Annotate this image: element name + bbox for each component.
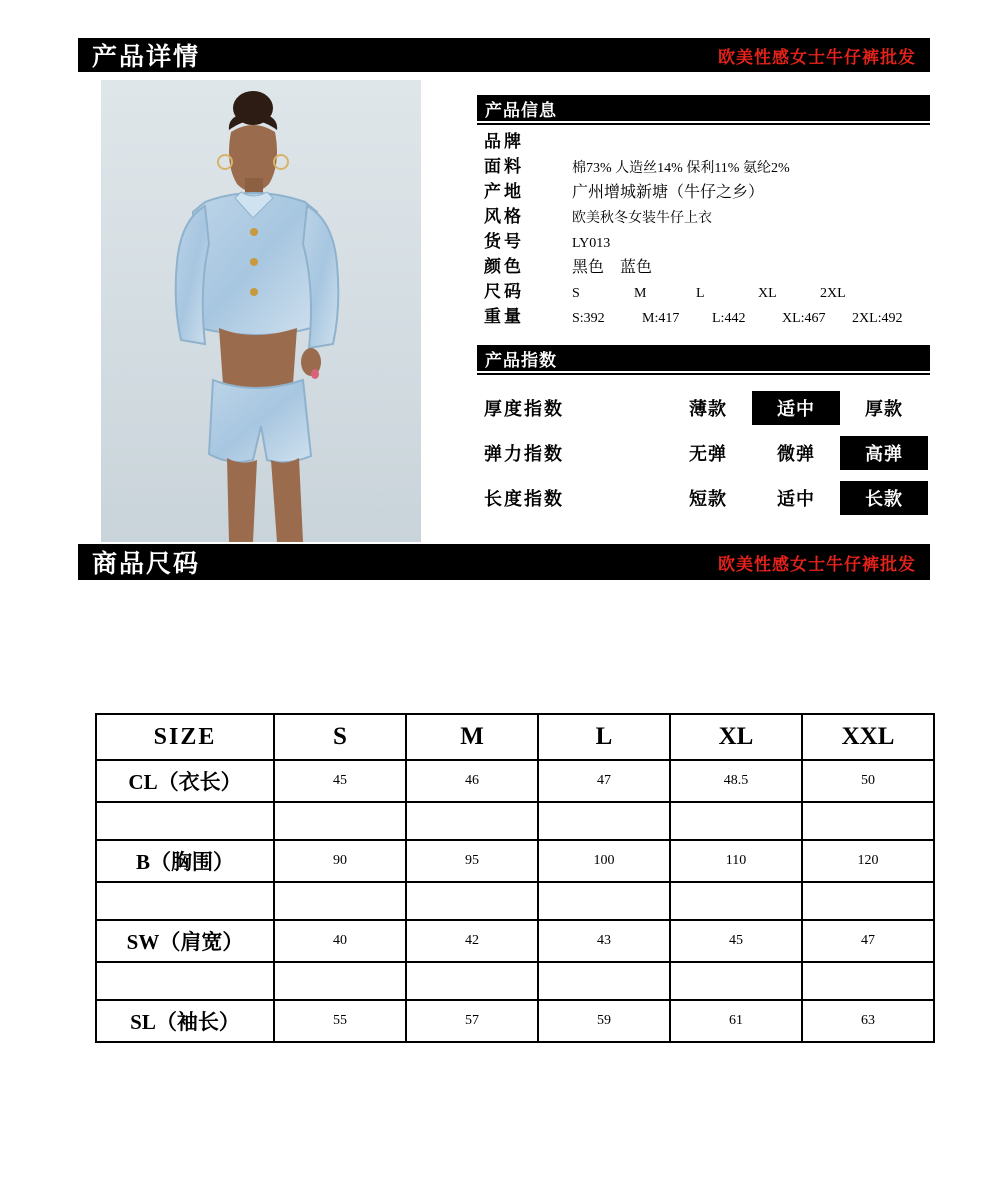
row-label-sl: SL（袖长） bbox=[96, 1000, 274, 1042]
spacer-cell bbox=[802, 962, 934, 1000]
sw-xl: 45 bbox=[670, 920, 802, 962]
spacer-cell bbox=[538, 802, 670, 840]
index-row-length bbox=[484, 475, 930, 520]
spacer-cell bbox=[538, 962, 670, 1000]
table-header-xxl: XXL bbox=[802, 714, 934, 760]
spacer-cell bbox=[274, 962, 406, 1000]
thickness-option-thick[interactable]: 厚款 bbox=[865, 398, 903, 419]
b-xxl: 120 bbox=[802, 840, 934, 882]
product-detail-title: 产品详情 bbox=[92, 44, 201, 71]
info-label-origin: 产地 bbox=[484, 182, 524, 201]
product-info-underline bbox=[477, 123, 930, 125]
info-row-fabric bbox=[484, 152, 934, 177]
table-header-size: SIZE bbox=[96, 714, 274, 760]
sl-xl: 61 bbox=[670, 1000, 802, 1042]
info-label-size: 尺码 bbox=[484, 282, 524, 301]
color-option-0: 黑色 bbox=[572, 259, 605, 276]
size-chart-tagline: 欧美性感女士牛仔裤批发 bbox=[718, 554, 916, 574]
info-row-style bbox=[484, 202, 934, 227]
row-label-b: B（胸围） bbox=[96, 840, 274, 882]
table-header-row bbox=[96, 714, 934, 760]
sw-m: 42 bbox=[406, 920, 538, 962]
spacer-cell bbox=[96, 962, 274, 1000]
spacer-cell bbox=[670, 962, 802, 1000]
size-option-2: L bbox=[696, 286, 705, 301]
info-value-style: 欧美秋冬女装牛仔上衣 bbox=[572, 211, 712, 226]
info-row-itemno bbox=[484, 227, 934, 252]
table-row bbox=[96, 920, 934, 962]
row-label-sw: SW（肩宽） bbox=[96, 920, 274, 962]
weight-option-0: S:392 bbox=[572, 311, 605, 326]
thickness-option-medium[interactable]: 适中 bbox=[752, 391, 840, 425]
elasticity-option-none[interactable]: 无弹 bbox=[689, 443, 727, 464]
size-option-3: XL bbox=[758, 286, 777, 301]
info-label-itemno: 货号 bbox=[484, 232, 524, 251]
spacer-cell bbox=[802, 882, 934, 920]
spacer-cell bbox=[406, 882, 538, 920]
table-header-s: S bbox=[274, 714, 406, 760]
weight-option-3: XL:467 bbox=[782, 311, 826, 326]
length-option-short[interactable]: 短款 bbox=[689, 488, 727, 509]
index-row-elasticity bbox=[484, 430, 930, 475]
spacer-cell bbox=[538, 882, 670, 920]
sl-l: 59 bbox=[538, 1000, 670, 1042]
size-chart-banner bbox=[78, 544, 930, 580]
spacer-cell bbox=[274, 882, 406, 920]
length-option-medium[interactable]: 适中 bbox=[777, 488, 815, 509]
info-label-fabric: 面料 bbox=[484, 157, 524, 176]
info-label-style: 风格 bbox=[484, 207, 524, 226]
size-option-4: 2XL bbox=[820, 286, 846, 301]
sl-s: 55 bbox=[274, 1000, 406, 1042]
product-index-header-label: 产品指数 bbox=[485, 350, 557, 370]
b-l: 100 bbox=[538, 840, 670, 882]
table-row bbox=[96, 1000, 934, 1042]
table-spacer-row bbox=[96, 802, 934, 840]
info-value-fabric: 棉73% 人造丝14% 保利11% 氨纶2% bbox=[572, 161, 790, 176]
weight-option-2: L:442 bbox=[712, 311, 746, 326]
color-option-1: 蓝色 bbox=[620, 259, 653, 276]
sw-s: 40 bbox=[274, 920, 406, 962]
table-row bbox=[96, 760, 934, 802]
spacer-cell bbox=[670, 882, 802, 920]
table-row bbox=[96, 840, 934, 882]
size-option-1: M bbox=[634, 286, 647, 301]
cl-s: 45 bbox=[274, 760, 406, 802]
weight-option-1: M:417 bbox=[642, 311, 680, 326]
product-index-list bbox=[484, 385, 930, 520]
table-header-m: M bbox=[406, 714, 538, 760]
info-label-weight: 重量 bbox=[484, 307, 524, 326]
index-label-elasticity: 弹力指数 bbox=[484, 443, 564, 464]
spacer-cell bbox=[406, 962, 538, 1000]
table-header-l: L bbox=[538, 714, 670, 760]
sw-xxl: 47 bbox=[802, 920, 934, 962]
product-detail-banner bbox=[78, 38, 930, 72]
sl-m: 57 bbox=[406, 1000, 538, 1042]
product-detail-tagline: 欧美性感女士牛仔裤批发 bbox=[718, 47, 916, 67]
table-spacer-row bbox=[96, 882, 934, 920]
product-info-list bbox=[484, 127, 934, 327]
b-m: 95 bbox=[406, 840, 538, 882]
size-option-0: S bbox=[572, 286, 580, 301]
info-row-brand bbox=[484, 127, 934, 152]
index-row-thickness bbox=[484, 385, 930, 430]
spacer-cell bbox=[96, 802, 274, 840]
index-label-length: 长度指数 bbox=[484, 488, 564, 509]
table-header-xl: XL bbox=[670, 714, 802, 760]
index-label-thickness: 厚度指数 bbox=[484, 398, 564, 419]
spacer-cell bbox=[274, 802, 406, 840]
thickness-option-thin[interactable]: 薄款 bbox=[689, 398, 727, 419]
elasticity-option-high[interactable]: 高弹 bbox=[840, 436, 928, 470]
spacer-cell bbox=[96, 882, 274, 920]
info-label-color: 颜色 bbox=[484, 257, 524, 276]
b-xl: 110 bbox=[670, 840, 802, 882]
product-info-header-label: 产品信息 bbox=[485, 100, 557, 120]
info-label-brand: 品牌 bbox=[484, 132, 524, 151]
info-value-itemno: LY013 bbox=[572, 236, 611, 251]
b-s: 90 bbox=[274, 840, 406, 882]
info-value-color bbox=[558, 254, 668, 277]
cl-l: 47 bbox=[538, 760, 670, 802]
sl-xxl: 63 bbox=[802, 1000, 934, 1042]
cl-xxl: 50 bbox=[802, 760, 934, 802]
spacer-cell bbox=[406, 802, 538, 840]
info-row-size bbox=[484, 277, 934, 302]
size-chart-table bbox=[95, 713, 935, 1043]
info-value-weight bbox=[558, 311, 922, 327]
info-row-weight bbox=[484, 302, 934, 327]
product-index-header bbox=[477, 345, 930, 371]
spacer-cell bbox=[802, 802, 934, 840]
info-row-origin bbox=[484, 177, 934, 202]
info-value-size bbox=[558, 286, 882, 302]
model-photo-illustration bbox=[101, 80, 421, 542]
size-chart-title: 商品尺码 bbox=[92, 551, 201, 578]
product-photo bbox=[101, 80, 421, 542]
info-value-origin: 广州增城新塘（牛仔之乡） bbox=[572, 184, 765, 201]
sw-l: 43 bbox=[538, 920, 670, 962]
product-info-header bbox=[477, 95, 930, 121]
cl-xl: 48.5 bbox=[670, 760, 802, 802]
length-option-long[interactable]: 长款 bbox=[840, 481, 928, 515]
cl-m: 46 bbox=[406, 760, 538, 802]
elasticity-option-slight[interactable]: 微弹 bbox=[777, 443, 815, 464]
info-row-color bbox=[484, 252, 934, 277]
weight-option-4: 2XL:492 bbox=[852, 311, 903, 326]
table-spacer-row bbox=[96, 962, 934, 1000]
product-index-underline bbox=[477, 373, 930, 375]
row-label-cl: CL（衣长） bbox=[96, 760, 274, 802]
spacer-cell bbox=[670, 802, 802, 840]
